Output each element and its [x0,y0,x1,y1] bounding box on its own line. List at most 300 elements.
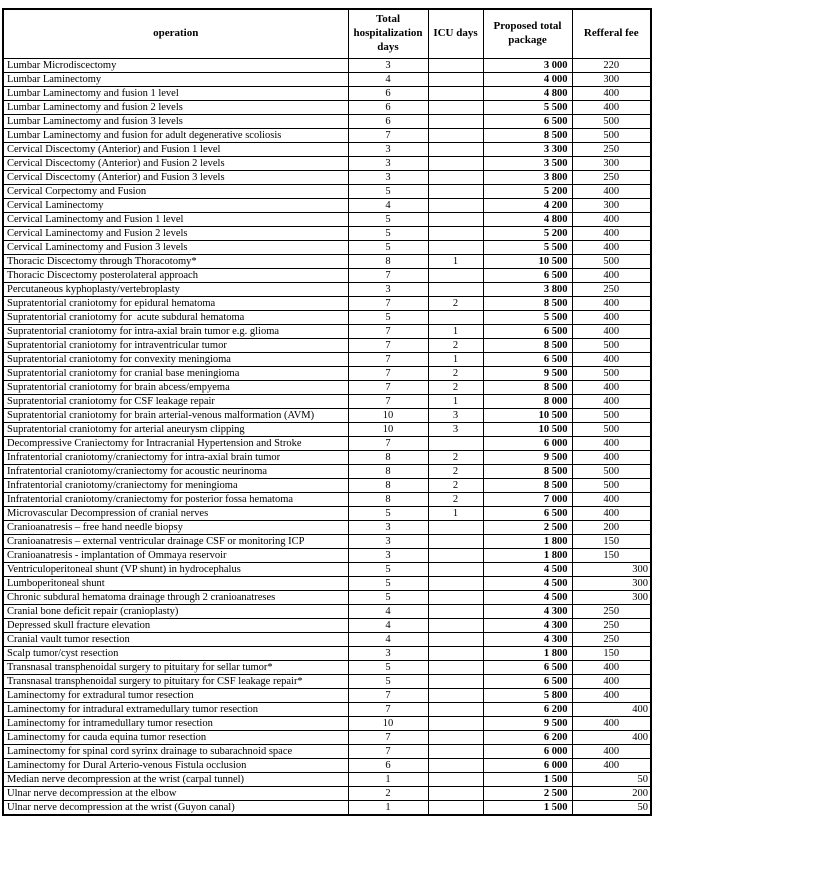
table-row [3,507,651,521]
package-cell: 4 000 [483,73,572,87]
icu-days-cell [428,157,483,171]
hospitalization-days-cell: 4 [348,605,428,619]
hospitalization-days-cell: 7 [348,269,428,283]
hospitalization-days-cell: 3 [348,143,428,157]
icu-days-cell [428,563,483,577]
icu-days-cell [428,227,483,241]
operation-cell: Cranioanatresis – free hand needle biopsy [3,521,348,535]
hospitalization-days-cell: 5 [348,213,428,227]
operation-cell: Infratentorial craniotomy/craniectomy for posterior fossa hematoma [3,493,348,507]
icu-days-cell [428,745,483,759]
operation-cell: Supratentorial craniotomy for CSF leakage repair [3,395,348,409]
referral-fee-cell: 150 [572,549,651,563]
icu-days-cell [428,241,483,255]
package-cell: 4 300 [483,619,572,633]
package-cell: 6 500 [483,325,572,339]
operation-cell: Laminectomy for intradural extramedullary tumor resection [3,703,348,717]
referral-fee-cell: 150 [572,647,651,661]
package-cell: 10 500 [483,423,572,437]
table-row [3,479,651,493]
operation-cell: Chronic subdural hematoma drainage through 2 cranioanatreses [3,591,348,605]
package-cell: 6 500 [483,269,572,283]
operation-cell: Supratentorial craniotomy for cranial base meningioma [3,367,348,381]
package-cell: 4 200 [483,199,572,213]
referral-fee-cell: 400 [572,325,651,339]
referral-fee-cell: 150 [572,535,651,549]
referral-fee-cell: 400 [572,745,651,759]
hospitalization-days-cell: 1 [348,773,428,787]
operation-cell: Supratentorial craniotomy for epidural hematoma [3,297,348,311]
package-cell: 4 500 [483,563,572,577]
operation-cell: Cranial bone deficit repair (cranioplasty) [3,605,348,619]
hospitalization-days-cell: 4 [348,619,428,633]
icu-days-cell [428,633,483,647]
table-row [3,157,651,171]
icu-days-cell [428,101,483,115]
table-row [3,59,651,73]
package-cell: 4 800 [483,87,572,101]
operation-cell: Cervical Laminectomy and Fusion 2 levels [3,227,348,241]
referral-fee-cell: 400 [572,493,651,507]
table-row [3,367,651,381]
hospitalization-days-cell: 3 [348,647,428,661]
package-cell: 10 500 [483,255,572,269]
referral-fee-cell: 400 [572,451,651,465]
referral-fee-cell: 400 [572,759,651,773]
hospitalization-days-cell: 10 [348,717,428,731]
table-row [3,171,651,185]
hospitalization-days-cell: 8 [348,451,428,465]
table-row [3,339,651,353]
table-row [3,465,651,479]
icu-days-cell [428,773,483,787]
package-cell: 2 500 [483,521,572,535]
icu-days-cell: 2 [428,451,483,465]
table-row [3,661,651,675]
operation-cell: Decompressive Craniectomy for Intracranial Hypertension and Stroke [3,437,348,451]
operation-cell: Lumbar Microdiscectomy [3,59,348,73]
table-row [3,87,651,101]
table-row [3,563,651,577]
icu-days-cell [428,213,483,227]
hospitalization-days-cell: 3 [348,521,428,535]
hospitalization-days-cell: 8 [348,493,428,507]
table-row [3,115,651,129]
package-cell: 6 000 [483,745,572,759]
package-cell: 3 800 [483,171,572,185]
table-row [3,353,651,367]
package-cell: 6 500 [483,507,572,521]
table-row [3,283,651,297]
referral-fee-cell: 400 [572,661,651,675]
hospitalization-days-cell: 7 [348,745,428,759]
package-cell: 4 800 [483,213,572,227]
icu-days-cell: 2 [428,493,483,507]
hospitalization-days-cell: 5 [348,577,428,591]
hospitalization-days-cell: 6 [348,115,428,129]
operation-cell: Lumbar Laminectomy and fusion 1 level [3,87,348,101]
referral-fee-cell: 300 [572,199,651,213]
package-cell: 1 800 [483,647,572,661]
icu-days-cell [428,171,483,185]
table-row [3,395,651,409]
icu-days-cell: 1 [428,353,483,367]
operation-cell: Supratentorial craniotomy for brain abcess/empyema [3,381,348,395]
column-header-referral-fee: Refferal fee [572,9,651,59]
hospitalization-days-cell: 7 [348,325,428,339]
package-cell: 1 500 [483,773,572,787]
referral-fee-cell: 400 [572,87,651,101]
hospitalization-days-cell: 5 [348,563,428,577]
package-cell: 6 500 [483,661,572,675]
icu-days-cell [428,619,483,633]
table-row [3,213,651,227]
referral-fee-cell: 400 [572,703,651,717]
referral-fee-cell: 200 [572,787,651,801]
package-cell: 3 800 [483,283,572,297]
table-row [3,591,651,605]
icu-days-cell [428,647,483,661]
operation-cell: Median nerve decompression at the wrist (carpal tunnel) [3,773,348,787]
operation-cell: Lumbar Laminectomy and fusion 2 levels [3,101,348,115]
referral-fee-cell: 400 [572,395,651,409]
table-row [3,255,651,269]
icu-days-cell [428,703,483,717]
operation-cell: Cervical Discectomy (Anterior) and Fusion 3 levels [3,171,348,185]
operation-cell: Supratentorial craniotomy for brain arterial-venous malformation (AVM) [3,409,348,423]
icu-days-cell: 2 [428,479,483,493]
column-header-hospitalization-days: Total hospitalization days [348,9,428,59]
referral-fee-cell: 500 [572,479,651,493]
hospitalization-days-cell: 7 [348,129,428,143]
package-cell: 2 500 [483,787,572,801]
package-cell: 5 200 [483,185,572,199]
package-cell: 5 500 [483,241,572,255]
package-cell: 8 500 [483,465,572,479]
hospitalization-days-cell: 4 [348,633,428,647]
referral-fee-cell: 300 [572,73,651,87]
icu-days-cell: 3 [428,409,483,423]
table-row [3,675,651,689]
package-cell: 6 000 [483,437,572,451]
referral-fee-cell: 400 [572,311,651,325]
package-cell: 6 000 [483,759,572,773]
icu-days-cell: 1 [428,395,483,409]
icu-days-cell: 2 [428,339,483,353]
package-cell: 6 500 [483,353,572,367]
table-row [3,717,651,731]
hospitalization-days-cell: 5 [348,661,428,675]
table-row [3,535,651,549]
operation-cell: Laminectomy for extradural tumor resection [3,689,348,703]
operation-cell: Cervical Laminectomy and Fusion 3 levels [3,241,348,255]
hospitalization-days-cell: 7 [348,297,428,311]
icu-days-cell: 1 [428,255,483,269]
hospitalization-days-cell: 3 [348,535,428,549]
referral-fee-cell: 400 [572,185,651,199]
referral-fee-cell: 300 [572,577,651,591]
operation-cell: Percutaneous kyphoplasty/vertebroplasty [3,283,348,297]
referral-fee-cell: 300 [572,591,651,605]
package-cell: 3 300 [483,143,572,157]
icu-days-cell: 2 [428,367,483,381]
referral-fee-cell: 400 [572,269,651,283]
package-cell: 4 300 [483,633,572,647]
icu-days-cell [428,437,483,451]
operation-cell: Transnasal transphenoidal surgery to pituitary for sellar tumor* [3,661,348,675]
icu-days-cell [428,535,483,549]
package-cell: 5 800 [483,689,572,703]
package-cell: 4 500 [483,591,572,605]
icu-days-cell [428,143,483,157]
header-row [3,9,651,59]
referral-fee-cell: 400 [572,297,651,311]
icu-days-cell [428,87,483,101]
operation-cell: Lumbar Laminectomy and fusion 3 levels [3,115,348,129]
table-row [3,269,651,283]
table-row [3,633,651,647]
referral-fee-cell: 400 [572,213,651,227]
referral-fee-cell: 50 [572,773,651,787]
table-row [3,381,651,395]
referral-fee-cell: 400 [572,731,651,745]
table-row [3,423,651,437]
icu-days-cell [428,801,483,816]
package-cell: 6 500 [483,115,572,129]
package-cell: 5 200 [483,227,572,241]
table-row [3,521,651,535]
package-cell: 5 500 [483,101,572,115]
referral-fee-cell: 250 [572,283,651,297]
package-cell: 3 000 [483,59,572,73]
table-row [3,787,651,801]
operation-cell: Supratentorial craniotomy for intra-axial brain tumor e.g. glioma [3,325,348,339]
icu-days-cell [428,549,483,563]
hospitalization-days-cell: 7 [348,689,428,703]
operation-cell: Supratentorial craniotomy for arterial aneurysm clipping [3,423,348,437]
referral-fee-cell: 250 [572,171,651,185]
icu-days-cell [428,199,483,213]
icu-days-cell [428,283,483,297]
table-row [3,801,651,816]
hospitalization-days-cell: 8 [348,465,428,479]
hospitalization-days-cell: 3 [348,549,428,563]
operation-cell: Cervical Discectomy (Anterior) and Fusion 2 levels [3,157,348,171]
table-header [3,9,651,59]
referral-fee-cell: 200 [572,521,651,535]
icu-days-cell: 2 [428,297,483,311]
hospitalization-days-cell: 5 [348,675,428,689]
package-cell: 5 500 [483,311,572,325]
operation-cell: Supratentorial craniotomy for intraventricular tumor [3,339,348,353]
hospitalization-days-cell: 7 [348,703,428,717]
operation-cell: Supratentorial craniotomy for acute subdural hematoma [3,311,348,325]
operation-cell: Scalp tumor/cyst resection [3,647,348,661]
icu-days-cell: 2 [428,381,483,395]
icu-days-cell: 1 [428,325,483,339]
hospitalization-days-cell: 10 [348,409,428,423]
package-cell: 1 800 [483,549,572,563]
hospitalization-days-cell: 7 [348,367,428,381]
icu-days-cell [428,577,483,591]
icu-days-cell [428,185,483,199]
operation-cell: Laminectomy for intramedullary tumor resection [3,717,348,731]
table-row [3,745,651,759]
operation-cell: Cranioanatresis - implantation of Ommaya reservoir [3,549,348,563]
hospitalization-days-cell: 5 [348,591,428,605]
operation-cell: Ulnar nerve decompression at the elbow [3,787,348,801]
table-row [3,241,651,255]
hospitalization-days-cell: 5 [348,185,428,199]
table-row [3,773,651,787]
icu-days-cell [428,787,483,801]
icu-days-cell [428,59,483,73]
package-cell: 8 000 [483,395,572,409]
icu-days-cell [428,269,483,283]
referral-fee-cell: 400 [572,437,651,451]
hospitalization-days-cell: 4 [348,73,428,87]
operation-cell: Ulnar nerve decompression at the wrist (Guyon canal) [3,801,348,816]
table-row [3,689,651,703]
referral-fee-cell: 250 [572,619,651,633]
referral-fee-cell: 500 [572,339,651,353]
referral-fee-cell: 400 [572,507,651,521]
table-row [3,101,651,115]
referral-fee-cell: 400 [572,101,651,115]
table-row [3,605,651,619]
package-cell: 9 500 [483,717,572,731]
package-cell: 4 500 [483,577,572,591]
icu-days-cell [428,73,483,87]
hospitalization-days-cell: 6 [348,87,428,101]
operation-cell: Cervical Laminectomy and Fusion 1 level [3,213,348,227]
operations-fee-table [2,8,652,816]
column-header-proposed-package: Proposed total package [483,9,572,59]
operation-cell: Transnasal transphenoidal surgery to pituitary for CSF leakage repair* [3,675,348,689]
referral-fee-cell: 500 [572,129,651,143]
operation-cell: Depressed skull fracture elevation [3,619,348,633]
operation-cell: Infratentorial craniotomy/craniectomy for acoustic neurinoma [3,465,348,479]
operation-cell: Lumbar Laminectomy [3,73,348,87]
operation-cell: Microvascular Decompression of cranial nerves [3,507,348,521]
referral-fee-cell: 400 [572,675,651,689]
hospitalization-days-cell: 6 [348,759,428,773]
table-row [3,199,651,213]
package-cell: 8 500 [483,129,572,143]
operation-cell: Ventriculoperitoneal shunt (VP shunt) in hydrocephalus [3,563,348,577]
package-cell: 7 000 [483,493,572,507]
hospitalization-days-cell: 3 [348,283,428,297]
icu-days-cell [428,521,483,535]
table-row [3,143,651,157]
hospitalization-days-cell: 2 [348,787,428,801]
package-cell: 9 500 [483,451,572,465]
operation-cell: Cervical Corpectomy and Fusion [3,185,348,199]
icu-days-cell [428,717,483,731]
package-cell: 6 200 [483,731,572,745]
operation-cell: Laminectomy for Dural Arterio-venous Fistula occlusion [3,759,348,773]
referral-fee-cell: 500 [572,409,651,423]
hospitalization-days-cell: 4 [348,199,428,213]
package-cell: 8 500 [483,339,572,353]
table-row [3,703,651,717]
icu-days-cell [428,605,483,619]
hospitalization-days-cell: 5 [348,227,428,241]
table-row [3,549,651,563]
operation-cell: Supratentorial craniotomy for convexity meningioma [3,353,348,367]
table-row [3,577,651,591]
table-row [3,129,651,143]
table-row [3,73,651,87]
package-cell: 8 500 [483,479,572,493]
referral-fee-cell: 250 [572,605,651,619]
hospitalization-days-cell: 3 [348,157,428,171]
hospitalization-days-cell: 7 [348,395,428,409]
icu-days-cell [428,115,483,129]
icu-days-cell [428,661,483,675]
package-cell: 1 800 [483,535,572,549]
hospitalization-days-cell: 5 [348,311,428,325]
table-row [3,451,651,465]
package-cell: 10 500 [483,409,572,423]
referral-fee-cell: 300 [572,157,651,171]
table-body [3,59,651,816]
icu-days-cell: 2 [428,465,483,479]
table-row [3,437,651,451]
hospitalization-days-cell: 7 [348,731,428,745]
operation-cell: Thoracic Discectomy posterolateral approach [3,269,348,283]
icu-days-cell [428,311,483,325]
icu-days-cell: 3 [428,423,483,437]
operation-cell: Cranioanatresis – external ventricular drainage CSF or monitoring ICP [3,535,348,549]
referral-fee-cell: 500 [572,465,651,479]
package-cell: 6 500 [483,675,572,689]
hospitalization-days-cell: 3 [348,59,428,73]
column-header-operation: operation [3,9,348,59]
package-cell: 1 500 [483,801,572,816]
table-row [3,227,651,241]
hospitalization-days-cell: 7 [348,339,428,353]
hospitalization-days-cell: 6 [348,101,428,115]
hospitalization-days-cell: 1 [348,801,428,816]
package-cell: 9 500 [483,367,572,381]
operation-cell: Cranial vault tumor resection [3,633,348,647]
hospitalization-days-cell: 5 [348,241,428,255]
icu-days-cell [428,689,483,703]
referral-fee-cell: 400 [572,717,651,731]
package-cell: 8 500 [483,381,572,395]
table-row [3,493,651,507]
referral-fee-cell: 500 [572,115,651,129]
table-row [3,297,651,311]
operation-cell: Lumboperitoneal shunt [3,577,348,591]
hospitalization-days-cell: 8 [348,255,428,269]
referral-fee-cell: 500 [572,423,651,437]
icu-days-cell [428,731,483,745]
referral-fee-cell: 250 [572,143,651,157]
referral-fee-cell: 400 [572,689,651,703]
referral-fee-cell: 500 [572,367,651,381]
referral-fee-cell: 400 [572,353,651,367]
hospitalization-days-cell: 8 [348,479,428,493]
referral-fee-cell: 500 [572,255,651,269]
table-row [3,185,651,199]
operation-cell: Cervical Discectomy (Anterior) and Fusion 1 level [3,143,348,157]
operation-cell: Lumbar Laminectomy and fusion for adult degenerative scoliosis [3,129,348,143]
package-cell: 4 300 [483,605,572,619]
hospitalization-days-cell: 7 [348,437,428,451]
referral-fee-cell: 300 [572,563,651,577]
